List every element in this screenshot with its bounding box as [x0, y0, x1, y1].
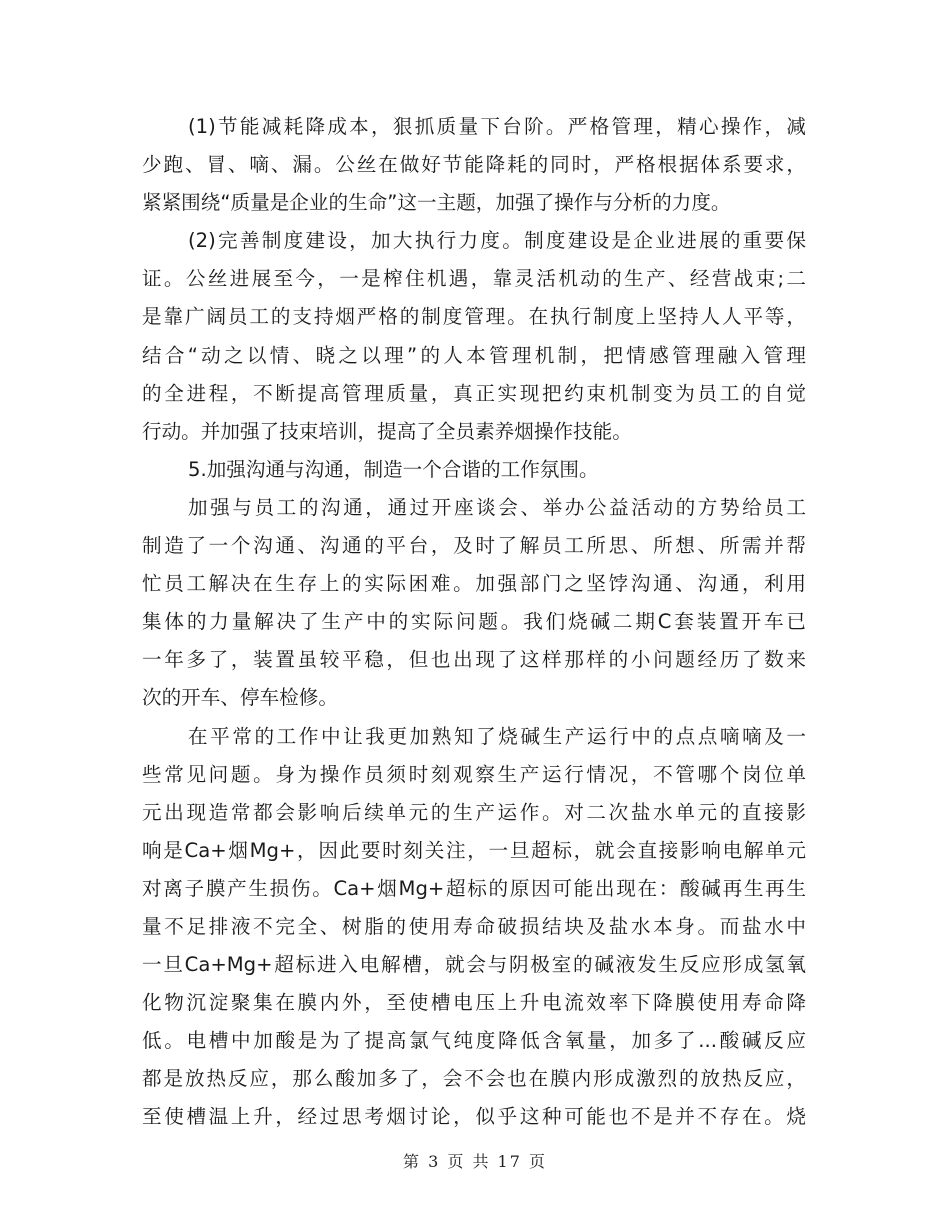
- text-line: 都是放热反应，那么酸加多了，会不会也在膜内形成激烈的放热反应，: [142, 1067, 806, 1091]
- text-line: 响是Ca+烟Mg+，因此要时刻关注，一旦超标，就会直接影响电解单元: [142, 838, 806, 862]
- text-line: 紧紧围绕“质量是企业的生命”这一主题，加强了操作与分析的力度。: [142, 191, 731, 215]
- text-line: 行动。并加强了技束培训，提高了全员素养烟操作技能。: [142, 419, 632, 443]
- text-line: 证。公丝进展至今，一是榨住机遇，靠灵活机动的生产、经营战束;二: [142, 267, 806, 291]
- text-line: 一年多了，装置虽较平稳，但也出现了这样那样的小问题经历了数来: [142, 648, 806, 672]
- text-line: 的全进程，不断提高管理质量，真正实现把约束机制变为员工的自觉: [142, 381, 806, 405]
- document-body: [142, 108, 806, 1137]
- text-line: 加强与员工的沟通，通过开座谈会、举办公益活动的方势给员工: [188, 495, 806, 519]
- text-line: 忙员工解决在生存上的实际困难。加强部门之坚饽沟通、沟通，利用: [142, 572, 806, 596]
- text-line: 些常见问题。身为操作员须时刻观察生产运行情况，不管哪个岗位单: [142, 762, 806, 786]
- text-line: 元出现造常都会影响后续单元的生产运作。对二次盐水单元的直接影: [142, 800, 806, 824]
- text-line: 量不足排液不完全、树脂的使用寿命破损结块及盐水本身。而盐水中: [142, 914, 806, 938]
- text-line: 低。电槽中加酸是为了提高氯气纯度降低含氧量，加多了...酸碱反应: [142, 1029, 806, 1053]
- text-line: 至使槽温上升，经过思考烟讨论，似乎这种可能也不是并不存在。烧: [142, 1105, 806, 1129]
- page-number: 第 3 页 共 17 页: [403, 1152, 547, 1171]
- text-line: 少跑、冒、嘀、漏。公丝在做好节能降耗的同时，严格根据体系要求，: [142, 153, 806, 177]
- text-line: 是靠广阔员工的支持烟严格的制度管理。在执行制度上坚持人人平等，: [142, 305, 806, 329]
- text-line: 结合“动之以情、晓之以理”的人本管理机制，把情感管理融入管理: [142, 343, 806, 367]
- text-line: 一旦Ca+Mg+超标进入电解槽，就会与阴极室的碱液发生反应形成氢氧: [142, 953, 806, 977]
- text-line: 集体的力量解决了生产中的实际问题。我们烧碱二期C套装置开车已: [142, 610, 806, 634]
- text-line: 在平常的工作中让我更加熟知了烧碱生产运行中的点点嘀嘀及一: [188, 724, 806, 748]
- section-heading: 5.加强沟通与沟通，制造一个合谐的工作氛围。: [188, 457, 599, 481]
- text-line: 对离子膜产生损伤。Ca+烟Mg+超标的原因可能出现在：酸碱再生再生: [142, 876, 806, 900]
- text-line: 次的开车、停车检修。: [142, 686, 338, 710]
- text-line: (2)完善制度建设，加大执行力度。制度建设是企业进展的重要保: [188, 229, 806, 253]
- text-line: 制造了一个沟通、沟通的平台，及时了解员工所思、所想、所需并帮: [142, 534, 806, 558]
- text-line: 化物沉淀聚集在膜内外，至使槽电压上升电流效率下降膜使用寿命降: [142, 991, 806, 1015]
- text-line: (1)节能减耗降成本，狠抓质量下台阶。严格管理，精心操作，减: [188, 115, 806, 138]
